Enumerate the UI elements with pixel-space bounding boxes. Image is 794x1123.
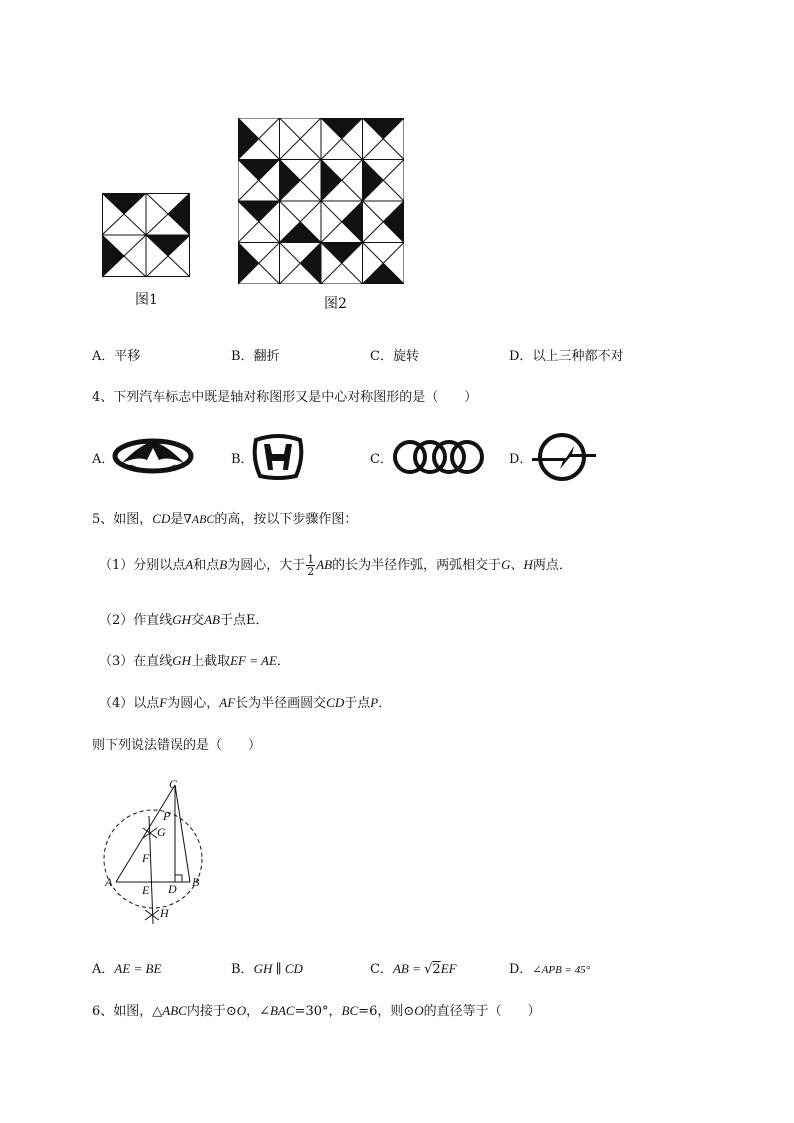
q5-question: 则下列说法错误的是（ ） bbox=[92, 738, 262, 753]
figure-2-tiling bbox=[238, 118, 404, 284]
q5-step-2: （2）作直线GH交AB于点E． bbox=[99, 612, 269, 628]
label-g: G bbox=[157, 825, 166, 839]
sqrt-sign: √ bbox=[424, 962, 433, 977]
label-d: D bbox=[168, 882, 177, 896]
q5-geometry-figure bbox=[96, 774, 216, 934]
q5-step-1: （1）分别以点A和点B为圆心，大于 $\frac{1}{2}$ AB的长为半径作弧，两弧相交于G、H两点． bbox=[99, 553, 572, 578]
q3-option-c[interactable]: C．旋转 bbox=[370, 349, 419, 364]
opel-logo-icon[interactable] bbox=[530, 431, 598, 483]
q5-option-d[interactable]: D．∠APB = 45° bbox=[509, 962, 591, 977]
dashed-circle bbox=[104, 810, 202, 908]
q5-option-b[interactable]: B．GH ∥ CD bbox=[231, 961, 303, 977]
q4-option-c-letter[interactable]: C． bbox=[370, 452, 393, 467]
figure-1-tiling bbox=[102, 193, 190, 277]
q5-option-a[interactable]: A．AE = BE bbox=[92, 961, 162, 977]
q4-option-b-letter[interactable]: B． bbox=[231, 452, 254, 467]
label-c: C bbox=[169, 777, 178, 791]
right-angle-mark bbox=[175, 875, 182, 882]
label-b: B bbox=[192, 875, 200, 889]
q6-stem: 6、如图，△ABC内接于⊙O，∠BAC=30°，BC=6，则⊙O的直径等于（ ） bbox=[92, 1003, 541, 1019]
label-f: F bbox=[142, 851, 150, 865]
fraction-one-half: $\frac{1}{2}$ bbox=[307, 553, 315, 578]
q5-option-c[interactable]: C．AB = √2EF bbox=[370, 961, 457, 977]
q4-option-a-letter[interactable]: A． bbox=[92, 452, 115, 467]
label-p: P bbox=[163, 809, 171, 823]
q5-step-4: （4）以点F为圆心，AF长为半径画圆交CD于点P． bbox=[99, 695, 392, 711]
honda-logo-icon[interactable] bbox=[252, 434, 304, 480]
segment-ac bbox=[116, 785, 175, 882]
q3-option-d[interactable]: D．以上三种都不对 bbox=[509, 349, 624, 364]
segment-bc bbox=[175, 785, 190, 882]
audi-rings-icon[interactable] bbox=[392, 438, 484, 476]
q3-option-b[interactable]: B．翻折 bbox=[231, 349, 280, 364]
figure-2-label: 图2 bbox=[324, 296, 347, 312]
q4-option-d-letter[interactable]: D． bbox=[509, 452, 533, 467]
figure-1-label: 图1 bbox=[135, 292, 158, 308]
label-h: H bbox=[160, 906, 169, 920]
label-a: A bbox=[105, 875, 113, 889]
q5-stem: 5、如图，CD是∇ABC的高，按以下步骤作图： bbox=[92, 511, 358, 527]
q5-step-3: （3）在直线GH上截取EF = AE． bbox=[99, 653, 290, 669]
label-e: E bbox=[142, 883, 150, 897]
q4-stem: 4、下列汽车标志中既是轴对称图形又是中心对称图形的是（ ） bbox=[92, 390, 478, 405]
infiniti-logo-icon[interactable] bbox=[112, 436, 194, 476]
q3-option-a[interactable]: A．平移 bbox=[92, 349, 141, 364]
